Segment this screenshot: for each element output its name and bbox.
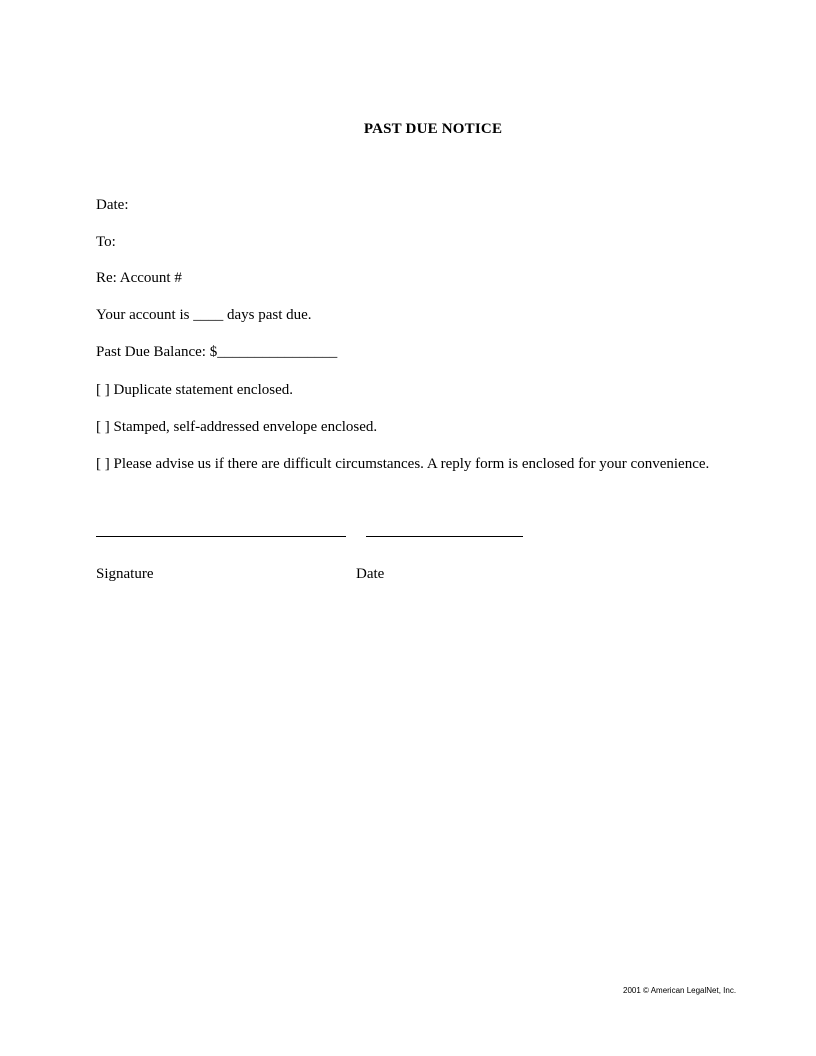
days-past-due-line: Your account is ____ days past due. — [96, 307, 312, 323]
signature-label: Signature — [96, 566, 154, 582]
copyright-footer: 2001 © American LegalNet, Inc. — [623, 986, 737, 995]
document-title: PAST DUE NOTICE — [363, 121, 503, 137]
checkbox-duplicate-statement: [ ] Duplicate statement enclosed. — [96, 382, 294, 398]
checkbox-advise-circumstances: [ ] Please advise us if there are difficult circumstances. A reply form is enclosed for your convenience. — [96, 456, 710, 472]
account-reference-label: Re: Account # — [96, 270, 182, 286]
signature-line — [96, 536, 346, 537]
past-due-balance-line: Past Due Balance: $________________ — [96, 344, 338, 360]
checkbox-stamped-envelope: [ ] Stamped, self-addressed envelope enclosed. — [96, 419, 378, 435]
signature-date-label: Date — [356, 566, 385, 582]
to-field-label: To: — [96, 234, 116, 250]
signature-date-line — [366, 536, 523, 537]
date-field-label: Date: — [96, 197, 129, 213]
